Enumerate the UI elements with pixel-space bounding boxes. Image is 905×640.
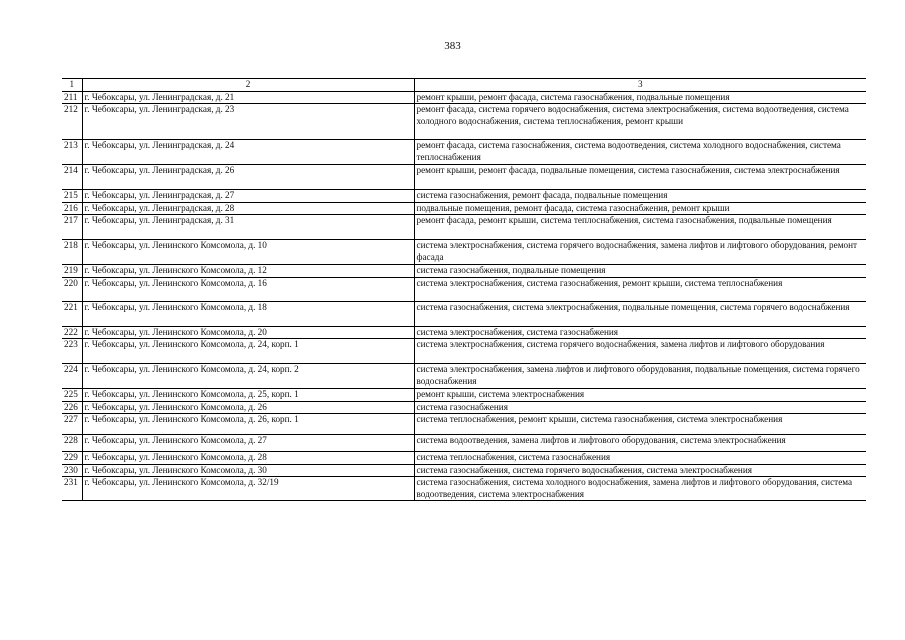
row-address: г. Чебоксары, ул. Ленинского Комсомола, д. 26 — [82, 401, 414, 414]
row-works: ремонт крыши, ремонт фасада, система газоснабжения, подвальные помещения — [414, 91, 866, 104]
row-number: 230 — [62, 464, 82, 477]
table-row — [62, 452, 866, 465]
table-row — [62, 364, 866, 389]
row-works: подвальные помещения, ремонт фасада, система газоснабжения, ремонт крыши — [414, 202, 866, 215]
row-address: г. Чебоксары, ул. Ленинского Комсомола, д. 32/19 — [82, 477, 414, 501]
table-row — [62, 301, 866, 326]
row-address: г. Чебоксары, ул. Ленинского Комсомола, д. 28 — [82, 452, 414, 465]
row-address: г. Чебоксары, ул. Ленинского Комсомола, д. 24, корп. 1 — [82, 339, 414, 364]
table-row — [62, 435, 866, 452]
row-works: ремонт фасада, система газоснабжения, система водоотведения, система холодного водоснабжения, система теплоснабжения — [414, 140, 866, 165]
table-row — [62, 339, 866, 364]
buildings-table — [62, 78, 866, 501]
row-number: 212 — [62, 104, 82, 140]
table-row — [62, 326, 866, 339]
row-number: 214 — [62, 165, 82, 190]
row-works: ремонт фасада, ремонт крыши, система теплоснабжения, система газоснабжения, подвальные помещения — [414, 215, 866, 240]
row-address: г. Чебоксары, ул. Ленинградская, д. 31 — [82, 215, 414, 240]
table-row — [62, 165, 866, 190]
row-address: г. Чебоксары, ул. Ленинградская, д. 24 — [82, 140, 414, 165]
row-number: 229 — [62, 452, 82, 465]
row-address: г. Чебоксары, ул. Ленинского Комсомола, д. 18 — [82, 301, 414, 326]
row-address: г. Чебоксары, ул. Ленинского Комсомола, д. 30 — [82, 464, 414, 477]
table-row — [62, 477, 866, 501]
row-address: г. Чебоксары, ул. Ленинского Комсомола, д. 12 — [82, 265, 414, 278]
row-number: 222 — [62, 326, 82, 339]
row-works: система электроснабжения, система газоснабжения — [414, 326, 866, 339]
column-header-works: 3 — [414, 79, 866, 92]
row-works: система электроснабжения, система горячего водоснабжения, замена лифтов и лифтового оборудования, ремонт фасада — [414, 240, 866, 265]
row-address: г. Чебоксары, ул. Ленинградская, д. 21 — [82, 91, 414, 104]
row-number: 218 — [62, 240, 82, 265]
row-address: г. Чебоксары, ул. Ленинского Комсомола, д. 20 — [82, 326, 414, 339]
table-header-row — [62, 79, 866, 92]
table-row — [62, 265, 866, 278]
row-works: система теплоснабжения, ремонт крыши, система газоснабжения, система электроснабжения — [414, 414, 866, 435]
table-row — [62, 202, 866, 215]
row-number: 215 — [62, 190, 82, 203]
row-works: система водоотведения, замена лифтов и лифтового оборудования, система электроснабжения — [414, 435, 866, 452]
row-address: г. Чебоксары, ул. Ленинского Комсомола, д. 27 — [82, 435, 414, 452]
row-number: 228 — [62, 435, 82, 452]
row-number: 221 — [62, 301, 82, 326]
table-row — [62, 104, 866, 140]
row-address: г. Чебоксары, ул. Ленинского Комсомола, д. 10 — [82, 240, 414, 265]
table-row — [62, 464, 866, 477]
table-row — [62, 215, 866, 240]
column-header-number: 1 — [62, 79, 82, 92]
table-row — [62, 91, 866, 104]
row-number: 219 — [62, 265, 82, 278]
row-works: ремонт крыши, система электроснабжения — [414, 389, 866, 402]
row-works: система электроснабжения, система газоснабжения, ремонт крыши, система теплоснабжения — [414, 277, 866, 301]
row-number: 213 — [62, 140, 82, 165]
row-address: г. Чебоксары, ул. Ленинградская, д. 23 — [82, 104, 414, 140]
row-works: система теплоснабжения, система газоснабжения — [414, 452, 866, 465]
table-row — [62, 190, 866, 203]
row-number: 211 — [62, 91, 82, 104]
page-number: 383 — [444, 40, 461, 52]
row-works: система газоснабжения, подвальные помещения — [414, 265, 866, 278]
table-row — [62, 401, 866, 414]
row-number: 220 — [62, 277, 82, 301]
row-number: 223 — [62, 339, 82, 364]
row-works: система газоснабжения — [414, 401, 866, 414]
row-number: 227 — [62, 414, 82, 435]
row-works: система электроснабжения, замена лифтов и лифтового оборудования, подвальные помещения, система горячего водоснабжения — [414, 364, 866, 389]
table-row — [62, 389, 866, 402]
row-number: 217 — [62, 215, 82, 240]
row-address: г. Чебоксары, ул. Ленинградская, д. 27 — [82, 190, 414, 203]
row-address: г. Чебоксары, ул. Ленинского Комсомола, д. 16 — [82, 277, 414, 301]
row-works: система газоснабжения, система электроснабжения, подвальные помещения, система горячего водоснабжения — [414, 301, 866, 326]
table-row — [62, 277, 866, 301]
row-address: г. Чебоксары, ул. Ленинградская, д. 26 — [82, 165, 414, 190]
row-number: 216 — [62, 202, 82, 215]
row-number: 225 — [62, 389, 82, 402]
row-number: 224 — [62, 364, 82, 389]
column-header-address: 2 — [82, 79, 414, 92]
row-number: 226 — [62, 401, 82, 414]
row-works: система газоснабжения, ремонт фасада, подвальные помещения — [414, 190, 866, 203]
row-works: система электроснабжения, система горячего водоснабжения, замена лифтов и лифтового оборудования — [414, 339, 866, 364]
row-works: система газоснабжения, система холодного водоснабжения, замена лифтов и лифтового оборудования, система водоотведения, система электроснабжения — [414, 477, 866, 501]
row-address: г. Чебоксары, ул. Ленинградская, д. 28 — [82, 202, 414, 215]
table-body — [62, 91, 866, 501]
row-works: ремонт крыши, ремонт фасада, подвальные помещения, система газоснабжения, система электроснабжения — [414, 165, 866, 190]
row-address: г. Чебоксары, ул. Ленинского Комсомола, д. 24, корп. 2 — [82, 364, 414, 389]
row-address: г. Чебоксары, ул. Ленинского Комсомола, д. 25, корп. 1 — [82, 389, 414, 402]
row-works: система газоснабжения, система горячего водоснабжения, система электроснабжения — [414, 464, 866, 477]
row-address: г. Чебоксары, ул. Ленинского Комсомола, д. 26, корп. 1 — [82, 414, 414, 435]
table-row — [62, 414, 866, 435]
table-row — [62, 240, 866, 265]
row-number: 231 — [62, 477, 82, 501]
row-works: ремонт фасада, система горячего водоснабжения, система электроснабжения, система водоотведения, система холодного водоснабжения, система теплоснабжения, ремонт крыши — [414, 104, 866, 140]
table-row — [62, 140, 866, 165]
